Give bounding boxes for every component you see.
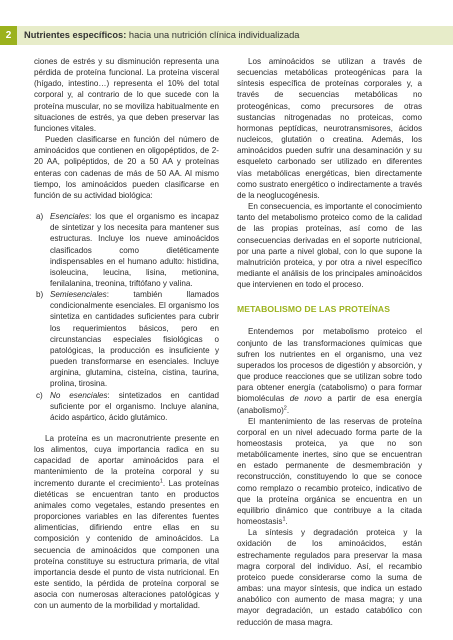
list-desc: : también llamados condicionalmente esenciales. El organismo los sintetiza en cantidades suficientes para cubrir los requerimientos básicos, pero en circunstancias especiales fisiológicas o patológicas, la producción es insuficiente y pueden transformarse en esenciales. Incluye arginina, glutamina, cisteína, cistina, taurina, prolina, tirosina. xyxy=(50,290,219,389)
running-head-bold: Nutrientes específicos: xyxy=(24,30,127,40)
citation: 1 xyxy=(159,477,163,484)
list-text xyxy=(47,211,219,289)
paragraph: ciones de estrés y su disminución representa una pérdida de proteína funcional. La proteína visceral (hígado, intestino…) representa el 10% del total corporal y, al contrario de lo que sucede con la proteína muscular, no se moviliza habitualmente en situaciones de estrés, ya que deben preservar las funciones vitales. xyxy=(34,57,219,133)
amino-acid-list xyxy=(34,211,219,423)
paragraph-text: a partir de esa energía (anabolismo) xyxy=(237,394,422,415)
list-desc: : sintetizados en cantidad suficiente por el organismo. Incluye alanina, ácido aspártico, ácido glutámico. xyxy=(50,390,219,422)
paragraph: Los aminoácidos se utilizan a través de secuencias metabólicas proteogénicas para la síntesis específica de proteínas corporales y, a través de secuencias metabólicas no proteogénicas, como precursores de otras sustancias nitrogenadas no proteicas, como hormonas peptídicas, neurotransmisores, ácidos nucleicos, glutatión o creatina. Además, los aminoácidos pueden sufrir una desaminación y su esqueleto carbonado ser utilizado en diferentes vías metabólicas energéticas, bien directamente como sustrato energético o indirectamente a través de la neoglucogénesis. xyxy=(237,57,422,200)
list-item xyxy=(34,211,219,289)
paragraph-text: . xyxy=(285,517,288,527)
list-desc: : los que el organismo es incapaz de sintetizar y los necesita para mantener sus estructuras. Incluye los nueve aminoácidos clasificados como dietéticamente indispensables en el humano adulto: histidina, isoleucina, leucina, lisina, metionina, fenilalanina, treonina, triftófano y valina. xyxy=(50,212,219,288)
paragraph-text: La proteína es un macronutriente presente en los alimentos, cuya importancia radica en su capacidad de aportar aminoácidos para el mantenimiento de la proteína corporal y su incremento durante el crecimiento xyxy=(34,434,219,488)
citation: 2 xyxy=(283,404,287,411)
list-marker: b) xyxy=(36,290,44,300)
list-text xyxy=(47,390,219,423)
running-head xyxy=(24,26,299,45)
paragraph: La síntesis y degradación proteica y la oxidación de los aminoácidos, están estrechamente regulados para preservar la masa magra corporal del individuo. Así, el recambio proteico puede considerarse como la suma de ambas: una mayor síntesis, que indica un estado anabólico con aumento de masa magra; y una mayor degradación, un estado catabólico con reducción de masa magra. xyxy=(237,528,422,627)
paragraph-text: El mantenimiento de las reservas de proteína corporal en un nivel adecuado forma parte de la homeostasis proteica, ya que no son metabólicamente inertes, sino que se encuentran en estado permanente de desmembración y reconstrucción, constituyendo lo que se conoce como remplazo o recambio proteico, indicativo de que la proteína orgánica se encuentra en un equilibrio dinámico que contribuye a la citada homeostasis xyxy=(237,416,422,527)
paragraph xyxy=(237,416,422,528)
list-term: No esenciales xyxy=(50,390,108,400)
page-number: 2 xyxy=(0,26,17,45)
list-marker: c) xyxy=(36,390,43,400)
right-column xyxy=(237,56,422,628)
italic-term: de novo xyxy=(289,394,322,404)
paragraph-text: . Las proteínas dietéticas se encuentran tanto en productos animales como vegetales, estando presentes en proporciones variables en las diferentes fuentes alimenticias, difiriendo entre ellas en su composición y contenido de aminoácidos. La secuencia de aminoácidos que componen una proteína constituye su estructura primaria, de vital importancia desde el punto de vista nutricional. En este sentido, la pérdida de proteína corporal se asocia con numerosas alteraciones patológicas y con un aumento de la morbilidad y mortalidad. xyxy=(34,478,220,611)
list-text xyxy=(47,289,219,389)
list-marker: a) xyxy=(36,212,44,222)
citation: 1 xyxy=(282,516,286,523)
list-item xyxy=(34,289,219,389)
paragraph-text: Entendemos por metabolismo proteico el conjunto de las transformaciones químicas que sufren los nutrientes en el organismo, una vez superados los procesos de digestión y absorción, y que produce reacciones que se utilizan sobre todo para obtener energía (catabolismo) o para formar biomoléculas xyxy=(237,327,422,404)
list-term: Semiesenciales xyxy=(50,290,107,300)
section-heading: METABOLISMO DE LAS PROTEÍNAS xyxy=(237,304,391,315)
paragraph-text: . xyxy=(286,405,290,415)
running-head-rest: hacia una nutrición clínica individualizada xyxy=(126,30,300,40)
page-header xyxy=(0,0,453,52)
list-term: Esenciales xyxy=(50,212,90,222)
paragraph: En consecuencia, es importante el conocimiento tanto del metabolismo proteico como de la calidad de las propias proteínas, así como de las consecuencias derivadas en el soporte nutricional, por una parte a nivel global, con lo que supone la malnutrición proteica, y por otra a nivel específico mediante el análisis de los principales aminoácidos que intervienen en todo el proceso. xyxy=(237,202,422,290)
left-column xyxy=(34,56,219,612)
paragraph: Pueden clasificarse en función del número de aminoácidos que contienen en oligopéptidos, de 2-20 AA, polipéptidos, de 20 a 50 AA y proteínas enteras con cadenas de más de 50 AA. Al mismo tiempo, los aminoácidos pueden clasificarse en función de su actividad biológica: xyxy=(34,135,219,200)
paragraph xyxy=(237,326,422,415)
paragraph xyxy=(34,433,219,612)
list-item xyxy=(34,390,219,423)
